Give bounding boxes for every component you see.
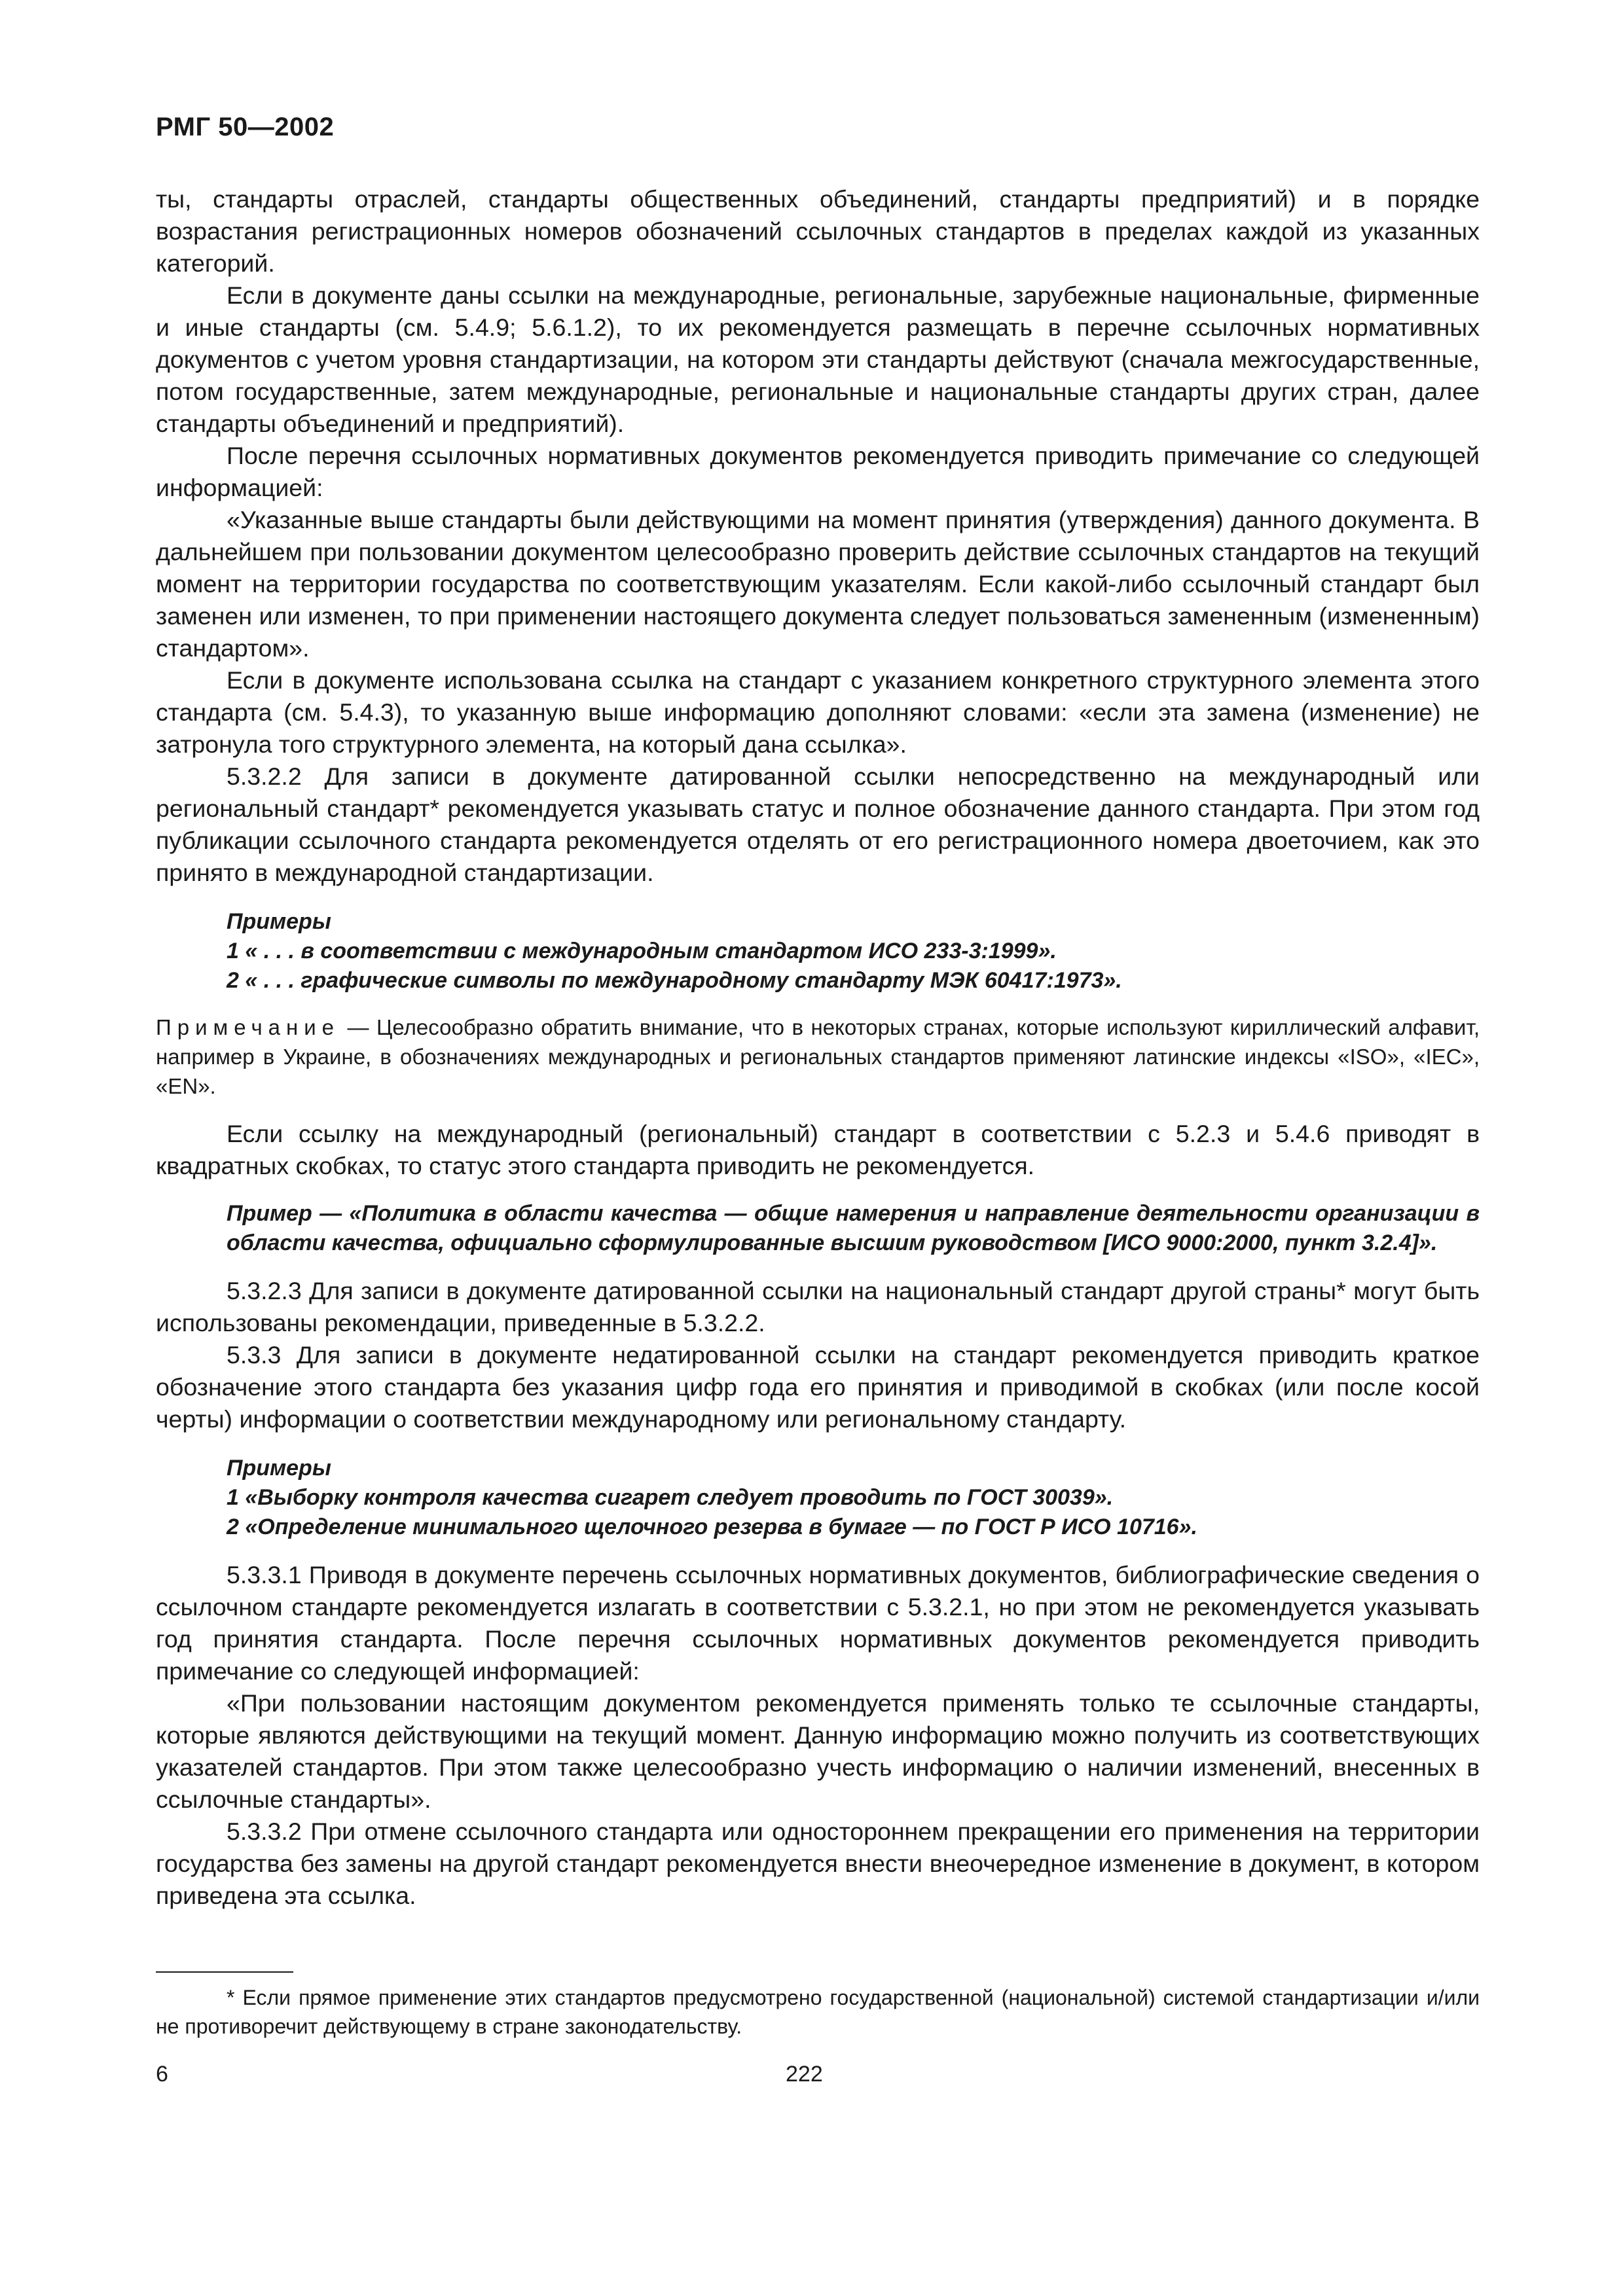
document-code-header: РМГ 50—2002 xyxy=(156,113,335,141)
note-text: — Целесообразно обратить внимание, что в некоторых странах, которые используют кириллический алфавит, например в Украине, в обозначениях международных и региональных стандартов применяют латинские индексы «ISO», «IEC», «EN». xyxy=(156,1015,1480,1098)
example-item: 1 « . . . в соответствии с международным стандартом ИСО 233-3:1999». xyxy=(227,939,1057,963)
paragraph-5-3-3: 5.3.3 Для записи в документе недатированной ссылки на стандарт рекомендуется приводить краткое обозначение этого стандарта без указания цифр года его принятия и приводимой в скобках (или после косой черты) информации о соответствии международному или региональному стандарту. xyxy=(156,1341,1480,1433)
note-label: Примечание xyxy=(156,1015,340,1039)
example-item: 1 «Выборку контроля качества сигарет следует проводить по ГОСТ 30039». xyxy=(227,1485,1114,1510)
note-paragraph xyxy=(156,1013,1480,1101)
examples-title: Примеры xyxy=(227,909,331,934)
example-item: 2 «Определение минимального щелочного резерва в бумаге — по ГОСТ Р ИСО 10716». xyxy=(227,1515,1197,1539)
paragraph-foreign-standards: Если в документе даны ссылки на международные, региональные, зарубежные национальные, фирменные и иные стандарты (см. 5.4.9; 5.6.1.2), то их рекомендуется размещать в перечне ссылочных нормативных документов с учетом уровня стандартизации, на котором эти стандарты действуют (сначала межгосударственные, потом государственные, затем международные, региональные и национальные стандарты других стран, далее стандарты объединений и предприятий). xyxy=(156,281,1480,437)
paragraph-5-3-2-2: 5.3.2.2 Для записи в документе датированной ссылки непосредственно на международный или региональный стандарт* рекомендуется указывать статус и полное обозначение данного стандарта. При этом год публикации ссылочного стандарта рекомендуется отделять от его регистрационного номера двоеточием, как это принято в международной стандартизации. xyxy=(156,762,1480,886)
paragraph-structural-element: Если в документе использована ссылка на стандарт с указанием конкретного структурного элемента этого стандарта (см. 5.4.3), то указанную выше информацию дополняют словами: «если эта замена (изменение) не затронула того структурного элемента, на который дана ссылка». xyxy=(156,666,1480,758)
example-item: 2 « . . . графические символы по международному стандарту МЭК 60417:1973». xyxy=(227,968,1122,993)
paragraph-5-3-3-1: 5.3.3.1 Приводя в документе перечень ссылочных нормативных документов, библиографические сведения о ссылочном стандарте рекомендуется излагать в соответствии с 5.3.2.1, но при этом не рекомендуется указывать год принятия стандарта. После перечня ссылочных нормативных документов рекомендуется приводить примечание со следующей информацией: xyxy=(156,1561,1480,1685)
examples-block-1 xyxy=(227,907,1480,996)
example-single: Пример — «Политика в области качества — общие намерения и направление деятельности организации в области качества, официально сформулированные высшим руководством [ИСО 9000:2000, пункт 3.2.4]». xyxy=(227,1201,1480,1255)
examples-title: Примеры xyxy=(227,1456,331,1480)
paragraph-continuation: ты, стандарты отраслей, стандарты общественных объединений, стандарты предприятий) и в порядке возрастания регистрационных номеров обозначений ссылочных стандартов в пределах каждой из указанных категорий. xyxy=(156,185,1480,277)
paragraph-square-brackets: Если ссылку на международный (региональный) стандарт в соответствии с 5.2.3 и 5.4.6 приводят в квадратных скобках, то статус этого стандарта приводить не рекомендуется. xyxy=(156,1120,1480,1179)
footnote: * Если прямое применение этих стандартов предусмотрено государственной (национальной) системой стандартизации и/или не противоречит действующему в стране законодательству. xyxy=(156,1986,1480,2038)
sheet-number: 222 xyxy=(786,2062,823,2087)
paragraph-quoted-note-2: «При пользовании настоящим документом рекомендуется применять только те ссылочные стандарты, которые являются действующими на текущий момент. Данную информацию можно получить из соответствующих указателей стандартов. При этом также целесообразно учесть информацию о наличии изменений, внесенных в ссылочные стандарты». xyxy=(156,1689,1480,1813)
footnote-divider xyxy=(156,1971,293,1973)
paragraph-note-intro: После перечня ссылочных нормативных документов рекомендуется приводить примечание со следующей информацией: xyxy=(156,442,1480,501)
examples-block-2 xyxy=(227,1454,1480,1542)
page-number: 6 xyxy=(156,2062,168,2087)
paragraph-5-3-3-2: 5.3.3.2 При отмене ссылочного стандарта или одностороннем прекращении его применения на территории государства без замены на другой стандарт рекомендуется внести внеочередное изменение в документ, в котором приведена эта ссылка. xyxy=(156,1818,1480,1909)
document-body xyxy=(156,183,1480,1912)
paragraph-quoted-note: «Указанные выше стандарты были действующими на момент принятия (утверждения) данного документа. В дальнейшем при пользовании документом целесообразно проверить действие ссылочных стандартов на текущий момент на территории государства по соответствующим указателям. Если какой-либо ссылочный стандарт был заменен или изменен, то при применении настоящего документа следует пользоваться замененным (измененным) стандартом». xyxy=(156,506,1480,662)
paragraph-5-3-2-3: 5.3.2.3 Для записи в документе датированной ссылки на национальный стандарт другой страны* могут быть использованы рекомендации, приведенные в 5.3.2.2. xyxy=(156,1277,1480,1336)
